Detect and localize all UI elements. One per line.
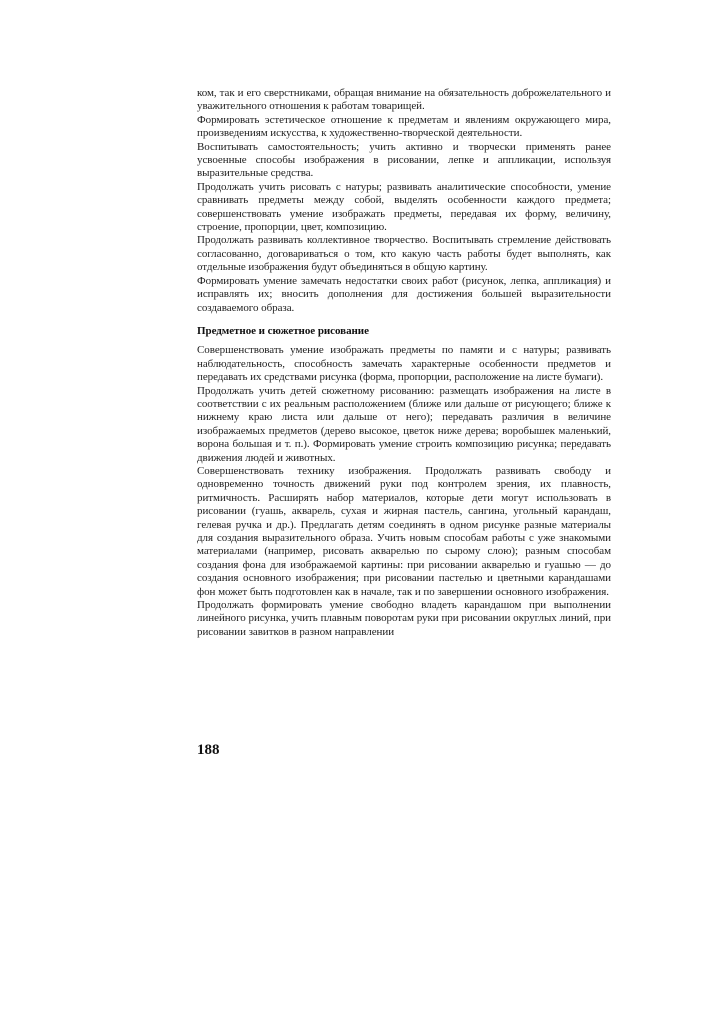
- paragraph: Воспитывать самостоятельность; учить активно и творчески применять ранее усвоенные способы изображения в рисовании, лепке и аппликации, используя выразительные средства.: [197, 140, 611, 180]
- paragraph: Продолжать развивать коллективное творчество. Воспитывать стремление действовать согласованно, договариваться о том, кто какую часть работы будет выполнять, как отдельные изображения будут объединяться в общую картину.: [197, 234, 611, 274]
- paragraph: Формировать эстетическое отношение к предметам и явлениям окружающего мира, произведениям искусства, к художественно-творческой деятельности.: [197, 113, 611, 140]
- paragraph: ком, так и его сверстниками, обращая внимание на обязательность доброжелательного и уважительного отношения к работам товарищей.: [197, 87, 611, 113]
- paragraph: Совершенствовать умение изображать предметы по памяти и с натуры; развивать наблюдательность, способность замечать характерные особенности предметов и передавать их средствами рисунка (форма, пропорции, расположение на листе бумаги).: [197, 344, 611, 384]
- section-heading: Предметное и сюжетное рисование: [197, 324, 369, 337]
- paragraph: Продолжать учить рисовать с натуры; развивать аналитические способности, умение сравнивать предметы между собой, выделять особенности каждого предмета; совершенствовать умение изображать предметы, передавая их форму, величину, строение, пропорции, цвет, композицию.: [197, 180, 611, 234]
- paragraph: Совершенствовать технику изображения. Продолжать развивать свободу и одновременно точность движений руки под контролем зрения, их плавность, ритмичность. Расширять набор материалов, которые дети могут использовать в рисовании (гуашь, акварель, сухая и жирная пастель, сангина, угольный карандаш, гелевая ручка и др.). Предлагать детям соединять в одном рисунке разные материалы для создания выразительного образа. Учить новым способам работы с уже знакомыми материалами (например, рисовать акварелью по сырому слою); разным способам создания фона для изображаемой картины: при рисовании акварелью и гуашью — до создания основного изображения; при рисовании пастелью и цветными карандашами фон может быть подготовлен как в начале, так и по завершении основного изображения.: [197, 464, 611, 598]
- paragraph: Продолжать формировать умение свободно владеть карандашом при выполнении линейного рисунка, учить плавным поворотам руки при рисовании округлых линий, при рисовании завитков в разном направлении: [197, 599, 611, 638]
- page-text-block: [197, 87, 611, 639]
- paragraph: Продолжать учить детей сюжетному рисованию: размещать изображения на листе в соответствии с их реальным расположением (ближе или дальше от рисующего; ближе к нижнему краю листа или дальше от него); передавать различия в величине изображаемых предметов (дерево высокое, цветок ниже дерева; воробышек маленький, ворона большая и т. п.). Формировать умение строить композицию рисунка; передавать движения людей и животных.: [197, 384, 611, 464]
- paragraph: Формировать умение замечать недостатки своих работ (рисунок, лепка, аппликация) и исправлять их; вносить дополнения для достижения большей выразительности создаваемого образа.: [197, 274, 611, 314]
- page-number: 188: [197, 742, 220, 758]
